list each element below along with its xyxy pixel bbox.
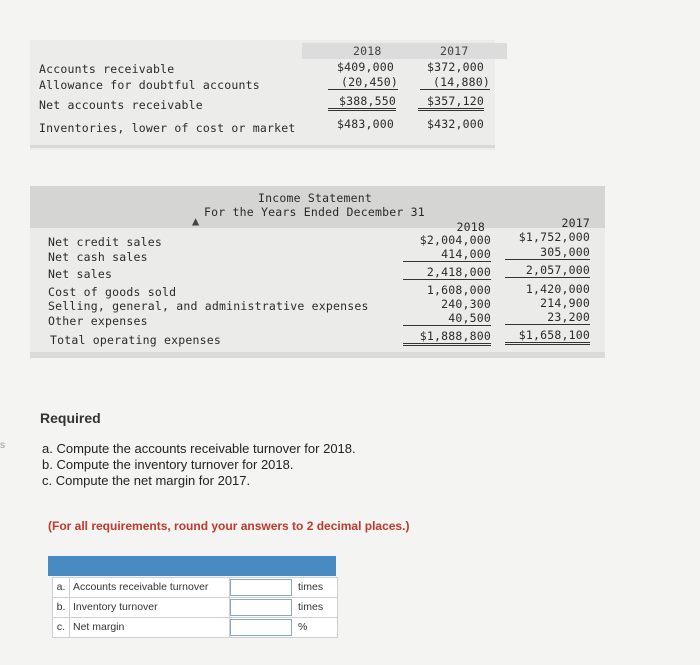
answer-row-label: Net margin [70, 618, 230, 637]
is-year-2018: 2018 [456, 220, 485, 234]
answer-row-ar-turnover [52, 577, 338, 598]
bs-inventories-2017: $432,000 [427, 117, 484, 131]
bs-allowance-2017: (14,880) [420, 75, 490, 90]
is-label-net-sales: Net sales [48, 267, 113, 281]
answer-row-unit: % [298, 621, 308, 633]
is-net-sales-2017: 2,057,000 [505, 263, 590, 278]
is-label-other-expenses: Other expenses [48, 314, 148, 328]
is-label-net-credit-sales: Net credit sales [48, 235, 162, 249]
is-sga-2017: 214,900 [540, 296, 590, 310]
bs-net-ar-2018: $388,550 [328, 94, 396, 111]
bs-label-net-ar: Net accounts receivable [39, 98, 203, 112]
bs-label-inventories: Inventories, lower of cost or market [39, 121, 296, 135]
required-heading: Required [40, 410, 101, 426]
is-year-2017: 2017 [561, 216, 590, 230]
answer-table-header [48, 556, 336, 576]
is-other-expenses-2018: 40,500 [403, 311, 491, 326]
ar-turnover-input[interactable] [230, 579, 292, 596]
required-item-c: c. Compute the net margin for 2017. [42, 473, 251, 488]
income-statement-bottom-rule [30, 352, 605, 358]
is-total-opex-2017: $1,658,100 [505, 328, 590, 345]
is-subtitle: For the Years Ended December 31 [204, 205, 425, 219]
answer-row-label: Inventory turnover [70, 598, 230, 617]
bs-label-allowance: Allowance for doubtful accounts [39, 78, 260, 92]
is-total-opex-2018: $1,888,800 [403, 329, 491, 346]
is-other-expenses-2017: 23,200 [505, 310, 590, 325]
answer-row-unit: times [298, 581, 324, 593]
is-net-credit-sales-2018: $2,004,000 [419, 233, 491, 247]
balance-sheet-year-header [302, 43, 507, 59]
answer-row-letter: a. [53, 578, 70, 597]
is-label-net-cash-sales: Net cash sales [48, 250, 148, 264]
is-cogs-2017: 1,420,000 [525, 282, 590, 296]
is-net-sales-2018: 2,418,000 [403, 265, 491, 280]
rounding-note: (For all requirements, round your answers to 2 decimal places.) [48, 519, 410, 533]
required-item-a: a. Compute the accounts receivable turnover for 2018. [42, 441, 356, 456]
bs-year-2017: 2017 [440, 44, 469, 58]
inventory-turnover-input[interactable] [230, 599, 292, 616]
net-margin-input[interactable] [230, 619, 292, 636]
edge-mark: s [0, 440, 5, 451]
bs-label-accounts-receivable: Accounts receivable [39, 62, 175, 76]
is-cogs-2018: 1,608,000 [426, 283, 491, 297]
bs-net-ar-2017: $357,120 [418, 94, 484, 111]
bs-year-2018: 2018 [353, 44, 382, 58]
answer-row-label: Accounts receivable turnover [70, 578, 230, 597]
required-item-b: b. Compute the inventory turnover for 2018. [42, 457, 294, 472]
answer-row-letter: b. [53, 598, 70, 617]
answer-row-net-margin [52, 617, 338, 638]
balance-sheet-bottom-rule [30, 145, 495, 148]
is-label-cogs: Cost of goods sold [48, 285, 177, 299]
is-net-cash-sales-2017: 305,000 [505, 245, 590, 260]
bs-ar-2018: $409,000 [337, 60, 394, 74]
is-label-total-operating-expenses: Total operating expenses [50, 333, 221, 347]
is-net-cash-sales-2018: 414,000 [403, 247, 491, 262]
is-label-sga: Selling, general, and administrative expenses [48, 299, 369, 313]
bs-ar-2017: $372,000 [427, 60, 484, 74]
answer-row-unit: times [298, 601, 324, 613]
answer-row-letter: c. [53, 618, 70, 637]
cursor-arrow-icon: ▲ [192, 214, 200, 228]
is-net-credit-sales-2017: $1,752,000 [518, 230, 590, 244]
answer-row-inventory-turnover [52, 597, 338, 618]
bs-inventories-2018: $483,000 [337, 117, 394, 131]
is-title: Income Statement [258, 191, 372, 205]
bs-allowance-2018: (20,450) [328, 75, 398, 90]
answer-table [48, 556, 336, 638]
is-sga-2018: 240,300 [441, 297, 491, 311]
